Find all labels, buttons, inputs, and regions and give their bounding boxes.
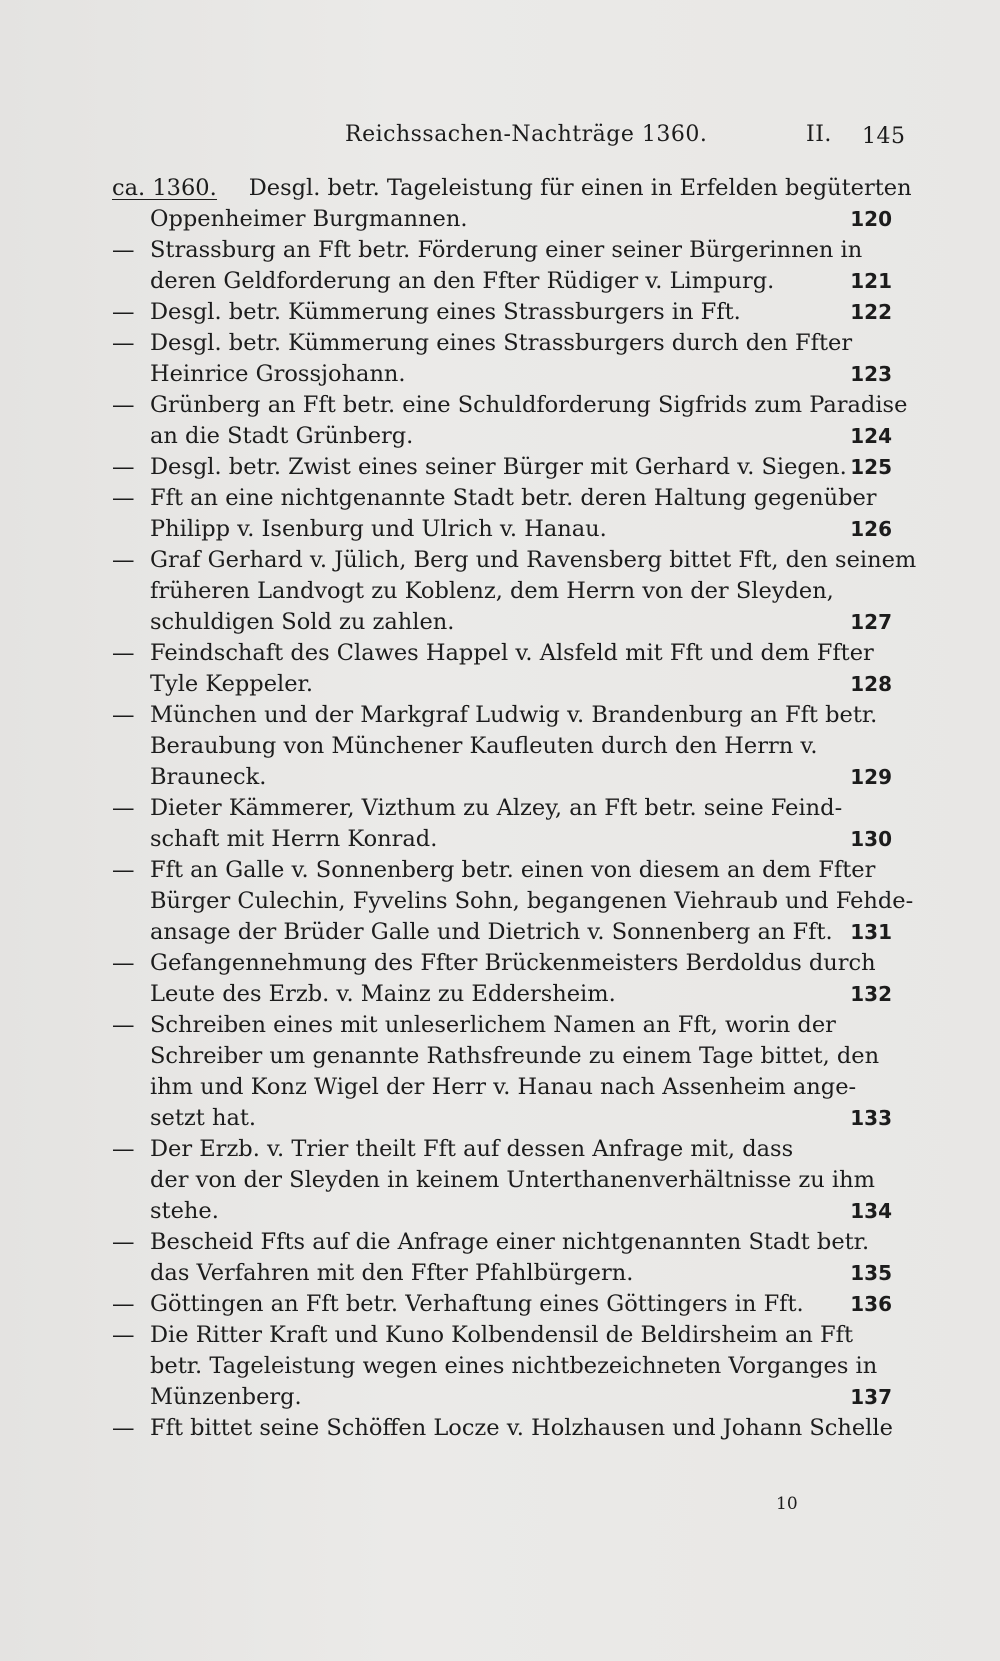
entry-number: 136 bbox=[850, 1292, 892, 1316]
entry-line bbox=[112, 359, 892, 390]
entry-line bbox=[112, 793, 892, 824]
entry bbox=[112, 297, 892, 328]
entry-line bbox=[112, 1413, 892, 1444]
entry-line bbox=[112, 297, 892, 328]
entry-number: 135 bbox=[850, 1261, 892, 1285]
entry-number: 127 bbox=[850, 610, 892, 634]
entry-line bbox=[112, 328, 892, 359]
ditto-dash: — bbox=[112, 454, 135, 480]
ditto-dash: — bbox=[112, 547, 135, 573]
entry-text: setzt hat. bbox=[150, 1105, 257, 1131]
entry-line bbox=[112, 1382, 892, 1413]
entry-line bbox=[112, 1289, 892, 1320]
ditto-dash: — bbox=[112, 857, 135, 883]
entry-text: Oppenheimer Burgmannen. bbox=[150, 206, 468, 232]
entry-line bbox=[112, 1134, 892, 1165]
entry bbox=[112, 173, 912, 235]
entry-line bbox=[112, 1320, 892, 1351]
entry-line bbox=[112, 1103, 892, 1134]
entry bbox=[112, 545, 917, 638]
entry bbox=[112, 1010, 892, 1134]
entry-text: Grünberg an Fft betr. eine Schuldforderung Sigfrids zum Paradise bbox=[150, 392, 908, 418]
entry bbox=[112, 452, 892, 483]
entry bbox=[112, 1134, 892, 1227]
entry-text: Brauneck. bbox=[150, 764, 267, 790]
ditto-dash: — bbox=[112, 485, 135, 511]
entry-line bbox=[112, 607, 892, 638]
entry-text: Desgl. betr. Kümmerung eines Strassburgers durch den Ffter bbox=[150, 330, 853, 356]
running-head-title: Reichssachen-Nachträge 1360. bbox=[345, 122, 708, 147]
entry-number: 123 bbox=[850, 362, 892, 386]
entry-line bbox=[112, 452, 892, 483]
entry-line bbox=[112, 266, 892, 297]
entry bbox=[112, 235, 892, 297]
entry-text: Philipp v. Isenburg und Ulrich v. Hanau. bbox=[150, 516, 607, 542]
ditto-dash: — bbox=[112, 640, 135, 666]
entry-text: ansage der Brüder Galle und Dietrich v. Sonnenberg an Fft. bbox=[150, 919, 833, 945]
entry-line bbox=[112, 576, 892, 607]
ditto-dash: — bbox=[112, 1322, 135, 1348]
entry-text: Strassburg an Fft betr. Förderung einer seiner Bürgerinnen in bbox=[150, 237, 863, 263]
entry-line bbox=[112, 204, 892, 235]
ditto-dash: — bbox=[112, 392, 135, 418]
entry-number: 137 bbox=[850, 1385, 892, 1409]
entry-number: 131 bbox=[850, 920, 892, 944]
entry bbox=[112, 483, 892, 545]
entry-text: Fft an Galle v. Sonnenberg betr. einen von diesem an dem Ffter bbox=[150, 857, 876, 883]
ditto-dash: — bbox=[112, 795, 135, 821]
entry-date: ca. 1360. bbox=[112, 175, 217, 201]
entry-text: Graf Gerhard v. Jülich, Berg und Ravensberg bittet Fft, den seinem bbox=[150, 547, 917, 573]
ditto-dash: — bbox=[112, 299, 135, 325]
entry-line bbox=[112, 1258, 892, 1289]
entry-line bbox=[112, 1165, 892, 1196]
entry-line bbox=[112, 855, 892, 886]
entry-number: 120 bbox=[850, 207, 892, 231]
ditto-dash: — bbox=[112, 1415, 135, 1441]
entry-line bbox=[112, 235, 892, 266]
entry-text: Dieter Kämmerer, Vizthum zu Alzey, an Fft betr. seine Feind- bbox=[150, 795, 843, 821]
entry-line bbox=[112, 762, 892, 793]
ditto-dash: — bbox=[112, 950, 135, 976]
entry-text: an die Stadt Grünberg. bbox=[150, 423, 414, 449]
entry-text: Feindschaft des Clawes Happel v. Alsfeld mit Fft und dem Ffter bbox=[150, 640, 874, 666]
entry bbox=[112, 638, 892, 700]
entry bbox=[112, 328, 892, 390]
entry-line bbox=[112, 1227, 892, 1258]
entry-text: Münzenberg. bbox=[150, 1384, 302, 1410]
entry-line bbox=[112, 421, 892, 452]
entry-line bbox=[112, 1072, 892, 1103]
entry-line bbox=[112, 1351, 892, 1382]
entry bbox=[112, 1413, 892, 1444]
entry-line bbox=[112, 1196, 892, 1227]
entry-list bbox=[112, 173, 917, 1444]
entry-line bbox=[112, 731, 892, 762]
entry bbox=[112, 1289, 892, 1320]
entry-text: deren Geldforderung an den Ffter Rüdiger v. Limpurg. bbox=[150, 268, 775, 294]
ditto-dash: — bbox=[112, 702, 135, 728]
entry-text: Bescheid Ffts auf die Anfrage einer nichtgenannten Stadt betr. bbox=[150, 1229, 870, 1255]
entry-line bbox=[112, 514, 892, 545]
entry-number: 124 bbox=[850, 424, 892, 448]
ditto-dash: — bbox=[112, 237, 135, 263]
entry-line bbox=[112, 1041, 892, 1072]
entry-text: Fft bittet seine Schöffen Locze v. Holzhausen und Johann Schelle bbox=[150, 1415, 893, 1441]
entry-text: schuldigen Sold zu zahlen. bbox=[150, 609, 455, 635]
entry-text: Bürger Culechin, Fyvelins Sohn, begangenen Viehraub und Fehde- bbox=[150, 888, 914, 914]
entry-text: stehe. bbox=[150, 1198, 219, 1224]
entry bbox=[112, 700, 892, 793]
entry-text: Göttingen an Fft betr. Verhaftung eines Göttingers in Fft. bbox=[150, 1291, 804, 1317]
entry bbox=[112, 1227, 892, 1289]
entry-number: 130 bbox=[850, 827, 892, 851]
entry-text: Desgl. betr. Zwist eines seiner Bürger mit Gerhard v. Siegen. bbox=[150, 454, 847, 480]
entry-line bbox=[112, 669, 892, 700]
entry-line bbox=[112, 979, 892, 1010]
running-head-section: II. bbox=[806, 122, 832, 147]
entry-text: Gefangennehmung des Ffter Brückenmeisters Berdoldus durch bbox=[150, 950, 876, 976]
entry-line bbox=[112, 483, 892, 514]
entry-number: 126 bbox=[850, 517, 892, 541]
entry-line bbox=[112, 545, 917, 576]
entry-text: schaft mit Herrn Konrad. bbox=[150, 826, 438, 852]
entry-text: der von der Sleyden in keinem Unterthanenverhältnisse zu ihm bbox=[150, 1167, 875, 1193]
entry-text: Heinrice Grossjohann. bbox=[150, 361, 406, 387]
page-number: 145 bbox=[862, 124, 906, 149]
entry-text: Der Erzb. v. Trier theilt Fft auf dessen Anfrage mit, dass bbox=[150, 1136, 794, 1162]
entry-line bbox=[112, 390, 908, 421]
entry-line bbox=[112, 886, 914, 917]
entry-text: das Verfahren mit den Ffter Pfahlbürgern. bbox=[150, 1260, 634, 1286]
entry-line bbox=[112, 173, 912, 204]
entry-text: Schreiben eines mit unleserlichem Namen an Fft, worin der bbox=[150, 1012, 836, 1038]
entry-number: 128 bbox=[850, 672, 892, 696]
entry-text: München und der Markgraf Ludwig v. Brandenburg an Fft betr. bbox=[150, 702, 878, 728]
ditto-dash: — bbox=[112, 330, 135, 356]
ditto-dash: — bbox=[112, 1291, 135, 1317]
entry-line bbox=[112, 638, 892, 669]
ditto-dash: — bbox=[112, 1229, 135, 1255]
signature-mark: 10 bbox=[776, 1494, 798, 1514]
entry bbox=[112, 390, 908, 452]
running-head bbox=[0, 122, 1000, 156]
entry-text: betr. Tageleistung wegen eines nichtbezeichneten Vorganges in bbox=[150, 1353, 878, 1379]
entry-text: Schreiber um genannte Rathsfreunde zu einem Tage bittet, den bbox=[150, 1043, 880, 1069]
entry-text: ihm und Konz Wigel der Herr v. Hanau nach Assenheim ange- bbox=[150, 1074, 857, 1100]
ditto-dash: — bbox=[112, 1136, 135, 1162]
entry-text: Leute des Erzb. v. Mainz zu Eddersheim. bbox=[150, 981, 616, 1007]
entry-text: Fft an eine nichtgenannte Stadt betr. deren Haltung gegenüber bbox=[150, 485, 877, 511]
entry bbox=[112, 948, 892, 1010]
entry-number: 134 bbox=[850, 1199, 892, 1223]
entry-number: 132 bbox=[850, 982, 892, 1006]
entry-number: 133 bbox=[850, 1106, 892, 1130]
entry-text: Die Ritter Kraft und Kuno Kolbendensil de Beldirsheim an Fft bbox=[150, 1322, 853, 1348]
entry-number: 121 bbox=[850, 269, 892, 293]
entry bbox=[112, 793, 892, 855]
entry-text: Beraubung von Münchener Kaufleuten durch den Herrn v. bbox=[150, 733, 818, 759]
entry-line bbox=[112, 700, 892, 731]
entry-text: Desgl. betr. Kümmerung eines Strassburgers in Fft. bbox=[150, 299, 741, 325]
entry-number: 122 bbox=[850, 300, 892, 324]
entry-text: früheren Landvogt zu Koblenz, dem Herrn von der Sleyden, bbox=[150, 578, 834, 604]
entry-line bbox=[112, 1010, 892, 1041]
ditto-dash: — bbox=[112, 1012, 135, 1038]
entry-text: Tyle Keppeler. bbox=[150, 671, 313, 697]
entry bbox=[112, 1320, 892, 1413]
entry-line bbox=[112, 948, 892, 979]
entry-number: 129 bbox=[850, 765, 892, 789]
entry-line bbox=[112, 824, 892, 855]
entry-line bbox=[112, 917, 892, 948]
entry bbox=[112, 855, 914, 948]
entry-text: Desgl. betr. Tageleistung für einen in Erfelden begüterten bbox=[248, 175, 912, 201]
entry-number: 125 bbox=[850, 455, 892, 479]
